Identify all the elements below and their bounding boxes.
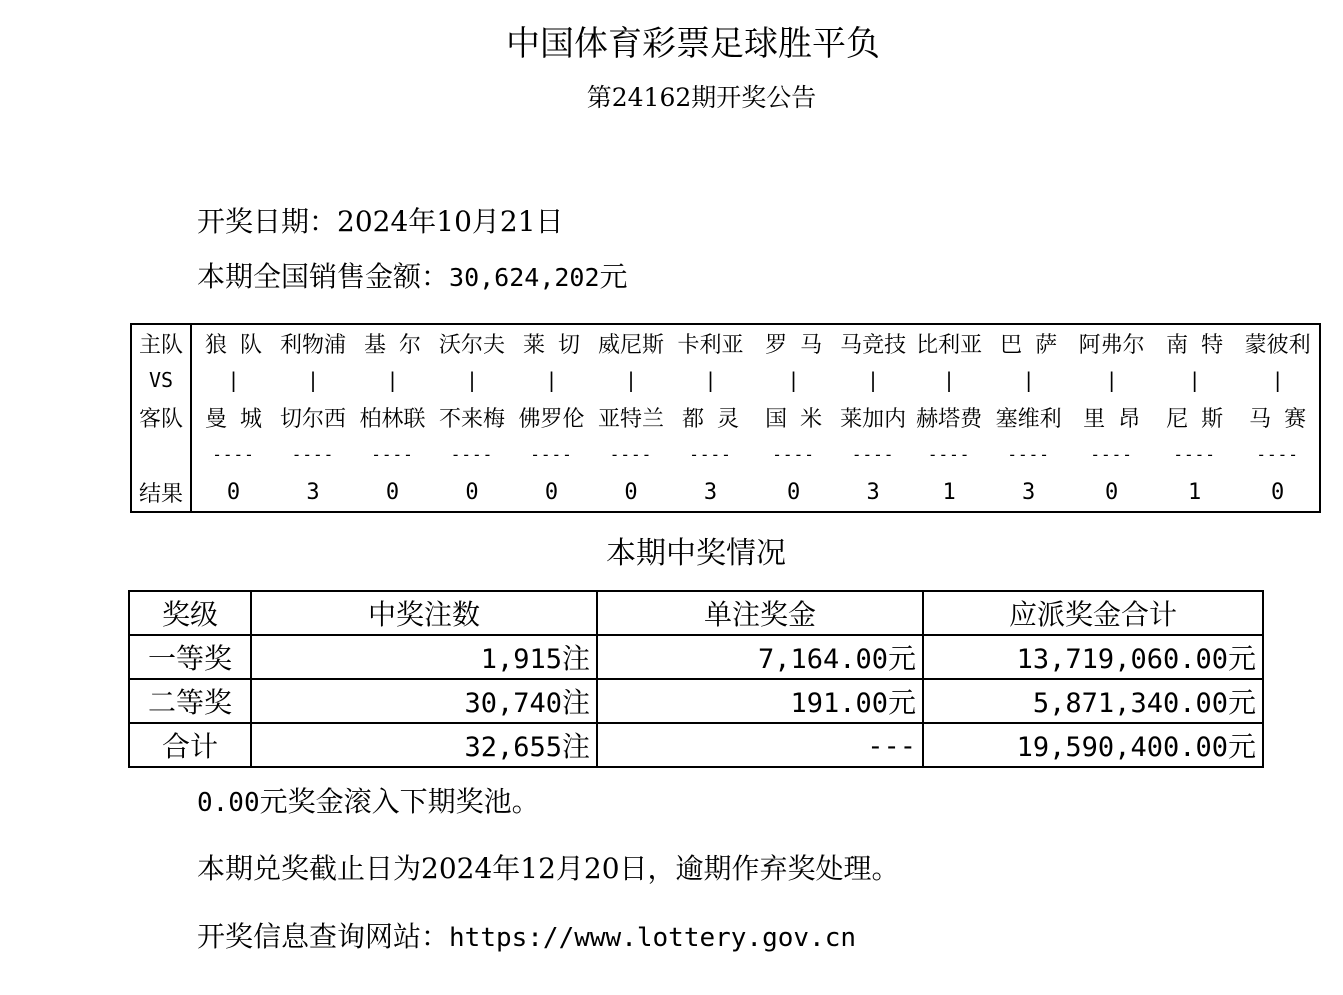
total-prize-value: 19,590,400.00 [1016, 732, 1228, 763]
rollover-text: 元奖金滚入下期奖池。 [259, 785, 540, 818]
result-separator: ---- [927, 444, 971, 464]
vs-divider: | [943, 368, 956, 392]
vs-divider: | [625, 368, 638, 392]
sales-amount-line [197, 259, 628, 296]
prize-level: 合计 [129, 723, 251, 767]
vs-divider: | [1188, 368, 1201, 392]
winning-count-unit: 注 [561, 642, 590, 675]
match-result: 1 [942, 479, 956, 505]
result-separator: ---- [772, 444, 815, 464]
home-team: 巴萨 [1000, 332, 1071, 358]
home-team: 狼队 [205, 332, 276, 358]
match-result: 0 [544, 479, 559, 505]
away-row-label: 客队 [131, 399, 191, 435]
vs-divider: | [1022, 368, 1035, 392]
vs-divider: | [867, 368, 880, 392]
sales-amount-unit: 元 [599, 260, 628, 293]
away-team: 塞维利 [995, 406, 1062, 432]
prize-row [129, 679, 1263, 723]
website-label: 开奖信息查询网站： [197, 920, 450, 953]
result-separator: ---- [609, 444, 653, 464]
home-row-label: 主队 [131, 324, 191, 361]
away-team: 曼城 [205, 406, 276, 432]
header-level: 奖级 [129, 591, 251, 635]
home-team: 莱切 [523, 332, 594, 358]
match-result: 3 [703, 479, 718, 505]
match-result: 3 [306, 479, 320, 505]
winning-count [251, 679, 597, 723]
vs-row [131, 361, 1320, 399]
match-result: 0 [465, 479, 479, 505]
home-team: 威尼斯 [598, 332, 665, 358]
result-separator: ---- [1007, 444, 1050, 464]
draw-date-value: 2024年10月21日 [337, 205, 564, 238]
home-team: 罗马 [765, 332, 836, 358]
vs-divider: | [227, 368, 240, 392]
result-separator: ---- [212, 444, 255, 464]
match-result: 0 [226, 479, 241, 505]
match-result: 1 [1187, 479, 1202, 505]
prize-level: 一等奖 [129, 635, 251, 679]
vs-divider: | [545, 368, 558, 392]
total-prize-unit: 元 [1227, 642, 1256, 675]
total-prize-unit: 元 [1227, 686, 1256, 719]
result-separator: ---- [371, 444, 414, 464]
website-link[interactable]: https://www.lottery.gov.cn [449, 923, 857, 953]
vs-divider: | [306, 368, 320, 392]
match-result: 0 [1271, 479, 1285, 505]
rollover-note [197, 783, 540, 822]
match-result: 0 [1104, 479, 1119, 505]
result-row [131, 473, 1320, 512]
total-prize-value: 13,719,060.00 [1016, 644, 1228, 675]
vs-divider: | [787, 368, 800, 392]
home-team: 蒙彼利 [1244, 332, 1311, 358]
prize-row [129, 635, 1263, 679]
prize-row [129, 723, 1263, 767]
sales-amount-value: 30,624,202 [449, 263, 600, 292]
winning-count [251, 723, 597, 767]
single-prize-value: 7,164.00 [757, 644, 888, 675]
away-team: 里昂 [1083, 406, 1154, 432]
result-separator: ---- [851, 444, 895, 464]
winning-count-value: 30,740 [464, 688, 562, 719]
home-team: 南特 [1166, 332, 1237, 358]
away-team: 都灵 [682, 406, 753, 432]
draw-date-line [197, 204, 564, 240]
winning-count-unit: 注 [561, 730, 590, 763]
single-prize-value: 191.00 [790, 688, 888, 719]
sales-amount-label: 本期全国销售金额： [197, 260, 450, 293]
prize-header-row [129, 591, 1263, 635]
away-team: 赫塔费 [916, 406, 983, 432]
home-team: 马竞技 [840, 332, 907, 358]
vs-divider: | [466, 368, 479, 392]
winning-count-value: 1,915 [480, 644, 562, 675]
home-team: 基尔 [364, 332, 435, 358]
match-result: 0 [624, 479, 638, 505]
home-team: 利物浦 [280, 332, 347, 358]
away-team-row [131, 399, 1320, 435]
header-count: 中奖注数 [251, 591, 597, 635]
draw-date-label: 开奖日期： [197, 205, 338, 238]
match-result: 0 [385, 479, 400, 505]
away-team: 亚特兰 [598, 406, 665, 432]
home-team: 卡利亚 [677, 332, 744, 358]
total-prize-unit: 元 [1227, 730, 1256, 763]
result-separator: ---- [689, 444, 732, 464]
header-total-prize: 应派奖金合计 [923, 591, 1263, 635]
away-team: 佛罗伦 [518, 406, 585, 432]
result-row-label: 结果 [131, 473, 191, 512]
prize-level: 二等奖 [129, 679, 251, 723]
away-team: 柏林联 [359, 406, 426, 432]
winning-count-value: 32,655 [464, 732, 562, 763]
winning-count [251, 635, 597, 679]
match-result: 3 [866, 479, 880, 505]
total-prize-value: 5,871,340.00 [1032, 688, 1228, 719]
prize-table [128, 590, 1264, 768]
home-team: 阿弗尔 [1078, 332, 1145, 358]
vs-divider: | [704, 368, 717, 392]
total-prize [923, 723, 1263, 767]
page-title: 中国体育彩票足球胜平负 [506, 24, 880, 64]
match-result: 3 [1021, 479, 1036, 505]
away-team: 国米 [765, 406, 836, 432]
separator-row-label [131, 435, 191, 473]
vs-divider: | [386, 368, 399, 392]
away-team: 不来梅 [439, 406, 506, 432]
vs-row-label: VS [131, 361, 191, 399]
separator-row [131, 435, 1320, 473]
home-team-row [131, 324, 1320, 361]
result-separator: ---- [291, 444, 335, 464]
result-separator: ---- [1256, 444, 1299, 464]
single-prize-value: --- [867, 730, 916, 762]
deadline-note: 本期兑奖截止日为2024年12月20日，逾期作弃奖处理。 [197, 852, 900, 885]
match-result: 0 [786, 479, 801, 505]
match-results-table [130, 323, 1321, 513]
single-prize-unit: 元 [887, 642, 916, 675]
vs-divider: | [1105, 368, 1118, 392]
total-prize [923, 635, 1263, 679]
single-prize [597, 679, 923, 723]
website-line [197, 918, 856, 957]
header-single-prize: 单注奖金 [597, 591, 923, 635]
winning-count-unit: 注 [561, 686, 590, 719]
total-prize [923, 679, 1263, 723]
rollover-amount: 0.00 [197, 788, 260, 818]
vs-divider: | [1271, 368, 1284, 392]
single-prize-unit: 元 [887, 686, 916, 719]
result-separator: ---- [1090, 444, 1133, 464]
issue-subtitle: 第24162期开奖公告 [586, 83, 817, 112]
away-team: 莱加内 [840, 406, 907, 432]
away-team: 尼斯 [1166, 406, 1237, 432]
home-team: 比利亚 [916, 332, 983, 358]
single-prize [597, 723, 923, 767]
prize-section-title: 本期中奖情况 [606, 536, 786, 571]
result-separator: ---- [1173, 444, 1216, 464]
result-separator: ---- [450, 444, 494, 464]
away-team: 切尔西 [280, 406, 347, 432]
away-team: 马赛 [1249, 406, 1320, 432]
single-prize [597, 635, 923, 679]
home-team: 沃尔夫 [439, 332, 506, 358]
result-separator: ---- [530, 444, 573, 464]
